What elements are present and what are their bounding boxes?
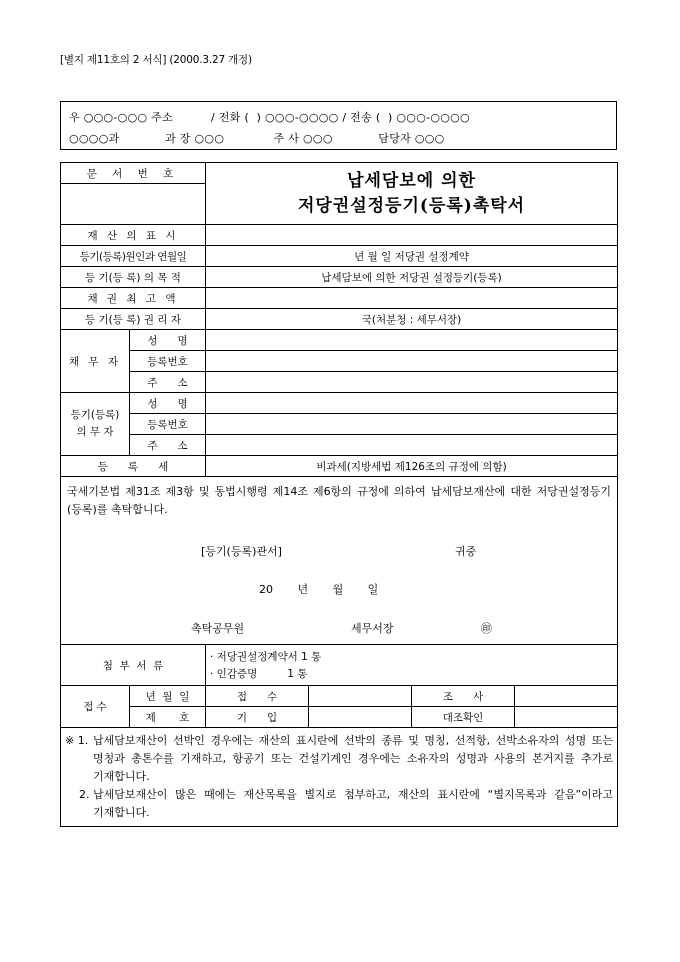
seal-mark: ㊞ bbox=[481, 622, 492, 635]
obligor-label-line2: 의 무 자 bbox=[76, 426, 114, 438]
attachment-item: · 인감증명 1 통 bbox=[210, 668, 308, 680]
note-text: 납세담보재산이 선박인 경우에는 재산의 표시란에 선박의 종류 및 명칭, 선적항, 선박소유자의 성명 또는 명칭과 총톤수를 기재하고, 항공기 또는 건설기계인 경우에는 소유자의 성명과 사용의 본거지를 추가로 기재합니다. bbox=[93, 734, 614, 783]
right-holder-label: 등 기(등 록) 권 리 자 bbox=[61, 309, 206, 330]
purpose-label: 등 기(등 록) 의 목 적 bbox=[61, 267, 206, 288]
request-body bbox=[61, 477, 618, 645]
entered-label: 기 입 bbox=[206, 707, 309, 728]
note-text: 납세담보재산이 많은 때에는 재산목록을 별지로 첨부하고, 재산의 표시란에 “별지목록과 같음”이라고 기재합니다. bbox=[93, 788, 614, 819]
reg-tax-label: 등 록 세 bbox=[61, 456, 206, 477]
attachments-label: 첨 부 서 류 bbox=[61, 645, 206, 686]
note-mark: ※ bbox=[65, 734, 75, 747]
obligor-name-field[interactable] bbox=[206, 393, 618, 414]
verification-label: 대조확인 bbox=[412, 707, 515, 728]
attachments-list bbox=[206, 645, 618, 686]
note-number: ※ 1. bbox=[65, 734, 89, 747]
reg-tax-value: 비과세(지방세법 제126조의 규정에 의함) bbox=[206, 456, 618, 477]
obligor-label bbox=[61, 393, 130, 456]
office-head: 세무서장 bbox=[351, 622, 394, 635]
obligor-label-line1: 등기(등록) bbox=[70, 409, 120, 421]
debtor-address-field[interactable] bbox=[206, 372, 618, 393]
debtor-name-label: 성 명 bbox=[130, 330, 206, 351]
sender-info-box bbox=[60, 101, 617, 150]
entered-field[interactable] bbox=[309, 707, 412, 728]
note-item bbox=[65, 732, 613, 786]
doc-number-label: 문 서 번 호 bbox=[61, 163, 206, 184]
received-label: 접 수 bbox=[206, 686, 309, 707]
requesting-official: 촉탁공무원 bbox=[191, 622, 245, 635]
debtor-regno-label: 등록번호 bbox=[130, 351, 206, 372]
receipt-label: 접 수 bbox=[61, 686, 130, 728]
request-form-table bbox=[60, 162, 618, 827]
debtor-name-field[interactable] bbox=[206, 330, 618, 351]
receipt-date-label: 년 월 일 bbox=[130, 686, 206, 707]
honorific: 귀중 bbox=[455, 545, 477, 558]
inspection-field[interactable] bbox=[515, 686, 618, 707]
obligor-address-label: 주 소 bbox=[130, 435, 206, 456]
receipt-number-label: 제 호 bbox=[130, 707, 206, 728]
obligor-address-field[interactable] bbox=[206, 435, 618, 456]
obligor-regno-label: 등록번호 bbox=[130, 414, 206, 435]
sender-staff-line: ○○○○과 과 장 ○○○ 주 사 ○○○ 담당자 ○○○ bbox=[69, 132, 445, 145]
form-title-line1: 납세담보에 의한 bbox=[347, 170, 476, 191]
note-item bbox=[65, 786, 613, 822]
addressee: [등기(등록)관서] bbox=[201, 545, 282, 558]
form-reference: [별지 제11호의 2 서식] (2000.3.27 개정) bbox=[60, 54, 252, 66]
property-label: 재 산 의 표 시 bbox=[61, 225, 206, 246]
attachment-item: · 저당권설정계약서 1 통 bbox=[210, 651, 322, 663]
right-holder-value: 국(처분청 : 세무서장) bbox=[206, 309, 618, 330]
property-field[interactable] bbox=[206, 225, 618, 246]
received-field[interactable] bbox=[309, 686, 412, 707]
max-claim-label: 채 권 최 고 액 bbox=[61, 288, 206, 309]
debtor-address-label: 주 소 bbox=[130, 372, 206, 393]
note-number: 2. bbox=[79, 788, 90, 801]
verification-field[interactable] bbox=[515, 707, 618, 728]
doc-number-field[interactable] bbox=[61, 184, 206, 225]
inspection-label: 조 사 bbox=[412, 686, 515, 707]
notes-section bbox=[61, 728, 618, 827]
cause-date-label: 등기(등록)원인과 연월일 bbox=[61, 246, 206, 267]
obligor-name-label: 성 명 bbox=[130, 393, 206, 414]
cause-date-value: 년 월 일 저당권 설정계약 bbox=[206, 246, 618, 267]
sender-address-line: 우 ○○○-○○○ 주소 / 전화 ( ) ○○○-○○○○ / 전송 ( ) ○○○-○○○○ bbox=[69, 111, 470, 124]
request-date: 20 년 월 일 bbox=[259, 583, 379, 596]
form-title bbox=[206, 163, 618, 225]
debtor-regno-field[interactable] bbox=[206, 351, 618, 372]
max-claim-field[interactable] bbox=[206, 288, 618, 309]
obligor-regno-field[interactable] bbox=[206, 414, 618, 435]
debtor-label: 채 무 자 bbox=[61, 330, 130, 393]
form-title-line2: 저당권설정등기(등록)촉탁서 bbox=[297, 195, 526, 216]
request-paragraph: 국세기본법 제31조 제3항 및 동법시행령 제14조 제6항의 규정에 의하여 납세담보재산에 대한 저당권설정등기(등록)를 촉탁합니다. bbox=[67, 485, 612, 516]
purpose-value: 납세담보에 의한 저당권 설정등기(등록) bbox=[206, 267, 618, 288]
